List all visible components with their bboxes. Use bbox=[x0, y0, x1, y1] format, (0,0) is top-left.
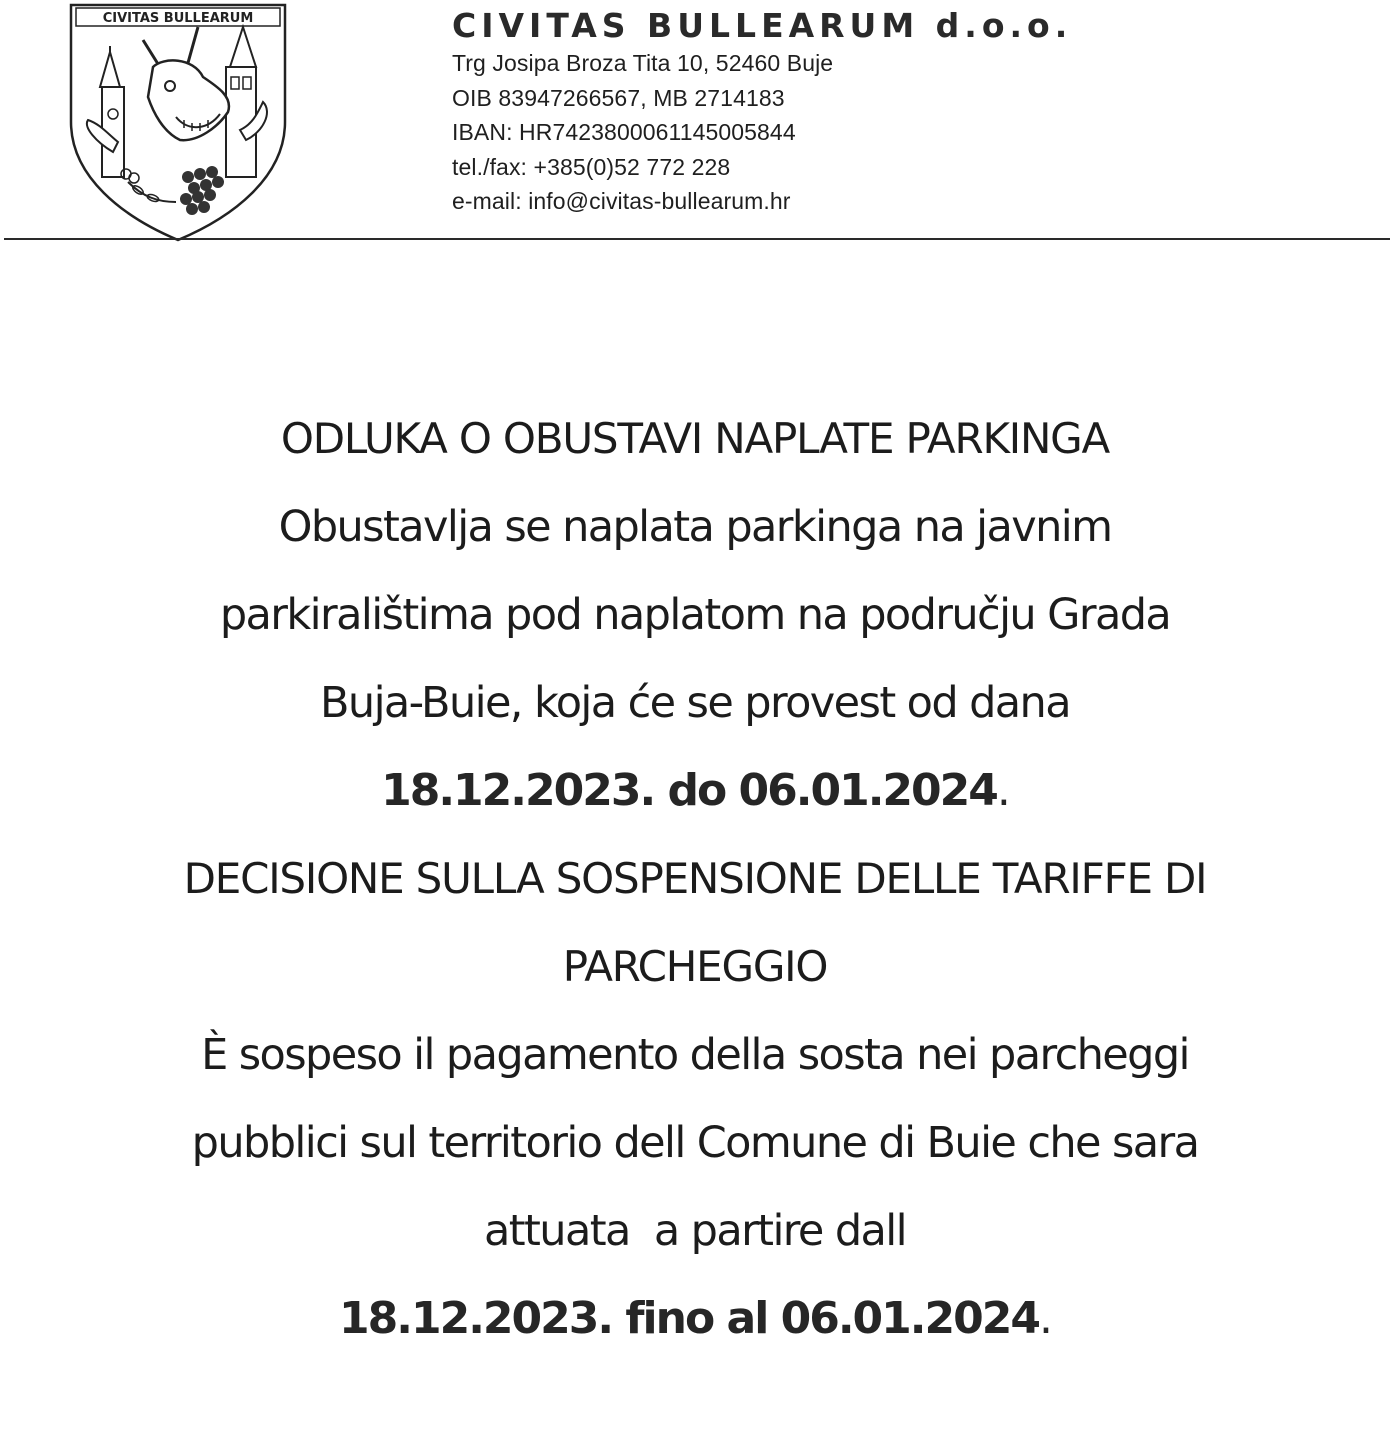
company-info bbox=[452, 6, 1072, 219]
croatian-line-2: parkiralištima pod naplatom na području Grada bbox=[219, 590, 1171, 640]
company-name: CIVITAS BULLEARUM d.o.o. bbox=[452, 6, 1073, 45]
company-iban: IBAN: HR7423800061145005844 bbox=[452, 119, 796, 145]
italian-date-text: 18.12.2023. fino al 06.01.2024 bbox=[339, 1293, 1039, 1344]
croatian-line-3: Buja-Buie, koja će se provest od dana bbox=[320, 678, 1070, 728]
croatian-date-range bbox=[0, 747, 1390, 835]
italian-date-range bbox=[0, 1275, 1390, 1363]
notice-body bbox=[0, 395, 1390, 1363]
italian-line-3: attuata a partire dall bbox=[484, 1206, 906, 1256]
company-email: e-mail: info@civitas-bullearum.hr bbox=[452, 188, 791, 214]
croatian-date-suffix: . bbox=[996, 765, 1009, 816]
company-address: Trg Josipa Broza Tita 10, 52460 Buje bbox=[452, 50, 834, 76]
italian-line-1: È sospeso il pagamento della sosta nei parcheggi bbox=[201, 1030, 1189, 1080]
svg-text:CIVITAS BULLEARUM: CIVITAS BULLEARUM bbox=[102, 11, 254, 26]
italian-title-line-1: DECISIONE SULLA SOSPENSIONE DELLE TARIFFE DI bbox=[183, 854, 1207, 903]
header-divider bbox=[4, 238, 1390, 240]
croatian-notice bbox=[0, 395, 1390, 835]
letterhead bbox=[0, 0, 1390, 244]
croatian-line-1: Obustavlja se naplata parkinga na javnim bbox=[278, 502, 1112, 552]
italian-title-line-2: PARCHEGGIO bbox=[562, 942, 828, 991]
croatian-title: ODLUKA O OBUSTAVI NAPLATE PARKINGA bbox=[280, 414, 1110, 463]
italian-line-2: pubblici sul territorio dell Comune di Buie che sara bbox=[191, 1118, 1199, 1168]
company-phone: tel./fax: +385(0)52 772 228 bbox=[452, 153, 731, 180]
coat-of-arms-icon bbox=[68, 2, 288, 242]
italian-date-suffix: . bbox=[1038, 1293, 1051, 1344]
company-registration: OIB 83947266567, MB 2714183 bbox=[452, 84, 785, 111]
italian-notice bbox=[0, 835, 1390, 1363]
croatian-date-text: 18.12.2023. do 06.01.2024 bbox=[381, 765, 997, 816]
